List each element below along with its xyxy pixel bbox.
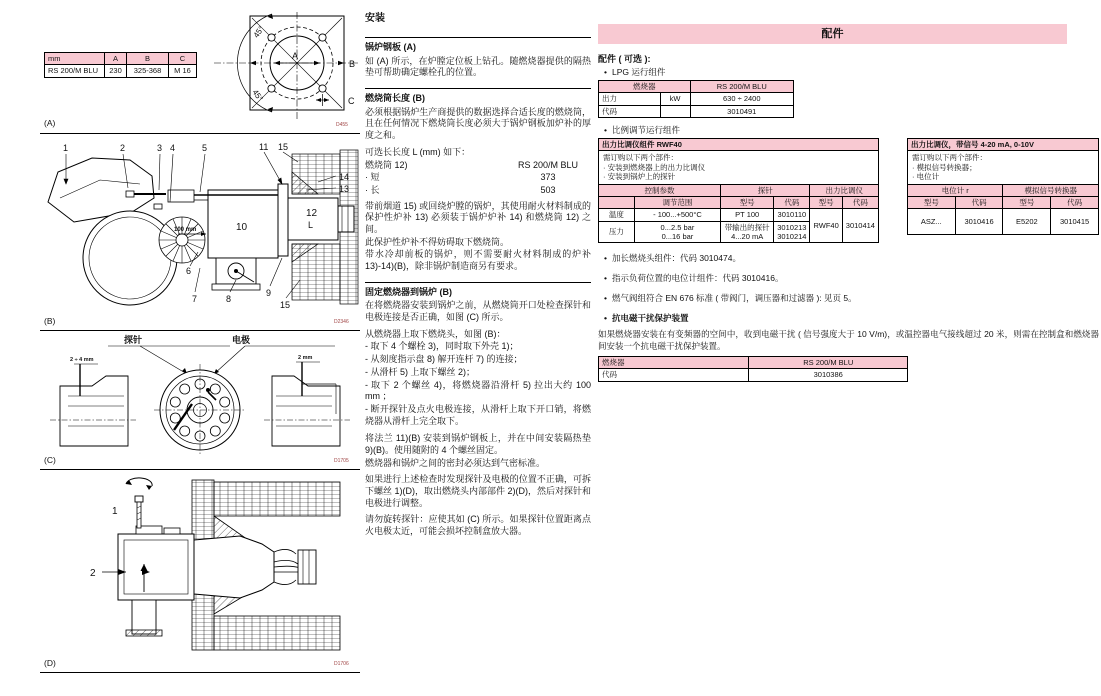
list-item: [365, 185, 591, 197]
tube-length-label: L: [308, 220, 314, 230]
lpg-kit-table: [598, 80, 794, 118]
dim-col-a: A: [105, 53, 127, 65]
callout-1: 1: [63, 143, 69, 153]
rwf40-press-label: 压力: [599, 221, 635, 243]
lpg-bullet: [604, 66, 665, 78]
callout-1: 1: [112, 506, 118, 517]
length-short-label: · 短: [365, 172, 380, 183]
figure-d-code: D1706: [334, 661, 349, 667]
figure-b-code: D2346: [334, 319, 349, 325]
reg420-note: [908, 151, 1099, 184]
section-heading: 燃烧筒长度 (B): [365, 93, 425, 104]
reg420-pot-code: 3010416: [955, 209, 1003, 235]
paragraph: 将法兰 11)(B) 安装到锅炉钢板上，并在中间安装隔热垫 9)(B)。使用随附的 4 个螺丝固定。: [365, 433, 591, 455]
paragraph: 可选长长度 L (mm) 如下：: [365, 146, 471, 157]
paragraph: 必须根据锅炉生产商提供的数据选择合适长度的燃烧筒，且在任何情况下燃烧筒长度必须大于锅炉钢板加炉补的厚度之和。: [365, 106, 591, 141]
table-row: [599, 93, 794, 105]
callout-15-bottom: 15: [280, 300, 291, 310]
electrode-label: 电极: [232, 335, 251, 345]
callout-6: 6: [186, 266, 192, 276]
rwf40-sub-reg-model: 型号: [810, 196, 842, 208]
section-boiler-plate: [365, 37, 591, 79]
rwf40-press-range: [634, 221, 720, 243]
figure-c-code: D1705: [334, 458, 349, 464]
rwf40-group-control: 控制参数: [599, 184, 721, 196]
table-row: [599, 209, 879, 221]
section-fixing-burner: [365, 282, 591, 538]
lpg-output-label: 出力: [599, 93, 661, 105]
gas-train-label: 燃气阀组符合 EN 676 标准 ( 带阀门，调压器和过滤器 ): 见页 5。: [611, 293, 857, 303]
figure-d-label: (D): [44, 658, 56, 668]
emc-code-label: 代码: [599, 369, 749, 381]
lpg-header-burner: 燃烧器: [599, 81, 691, 93]
length-long-label: · 长: [365, 184, 380, 195]
press-range-1: 0...2.5 bar: [660, 222, 695, 232]
dim-a-label: A: [292, 51, 299, 61]
press-probe-code-1: 3010213: [777, 222, 807, 232]
rwf40-regulator-code: 3010414: [842, 209, 878, 243]
rwf40-sub-blank: [599, 196, 635, 208]
rwf40-temp-probe-model: PT 100: [721, 209, 774, 221]
figure-c-label: (C): [44, 455, 56, 465]
figure-c-probe-electrode-diagram: [40, 334, 360, 456]
paragraph: 带水冷却前板的锅炉，则不需要耐火材料制成的炉补 13)-14)(B)，除非锅炉制造商另有要求。: [365, 249, 591, 271]
list-item: [365, 172, 591, 184]
head-extension-bullet: [604, 252, 741, 264]
rwf40-sub-probe-model: 型号: [721, 196, 774, 208]
callout-2: 2: [90, 568, 96, 579]
callout-13: 13: [339, 184, 350, 194]
paragraph: 请勿旋转探针：应使其如 (C) 所示。如果探针位置距离点火电极太近，可能会损坏控制盒放大器。: [365, 514, 591, 537]
lpg-header-model: RS 200/M BLU: [690, 81, 793, 93]
figure-a-code: D455: [336, 122, 348, 128]
callout-5: 5: [202, 143, 208, 153]
list-item: - 取下 2 个螺丝 4)，将燃烧器沿滑杆 5) 拉出大约 100 mm ；: [365, 379, 591, 402]
lpg-code-label: 代码: [599, 105, 661, 117]
callout-9: 9: [266, 288, 272, 298]
dim-probe-gap: 2 ÷ 4 mm: [70, 357, 94, 363]
head-extension-label: 加长燃烧头组件：代码 3010474。: [611, 253, 741, 263]
rwf40-temp-label: 温度: [599, 209, 635, 221]
paragraph: 从燃烧器上取下燃烧头，如图 (B)：: [365, 328, 506, 339]
flange-dimension-table: [44, 52, 197, 78]
press-range-2: 0...16 bar: [661, 232, 694, 241]
rwf40-sub-range: 调节范围: [634, 196, 720, 208]
rwf40-title: 出力比调仪组件 RWF40: [599, 139, 879, 151]
angle-top-label: 45°: [251, 24, 266, 40]
reg420-note-line1: 需订购以下两个部件：: [912, 153, 987, 163]
divider: [40, 330, 360, 331]
dim-a-value: 230: [105, 65, 127, 77]
callout-8: 8: [226, 294, 232, 304]
emc-kit-table: [598, 356, 908, 382]
divider: [40, 672, 360, 673]
emc-burner-label: 燃烧器: [599, 357, 749, 369]
divider: [40, 133, 360, 134]
proportional-bullet: [604, 124, 680, 136]
reg420-group-converter: 模拟信号转换器: [1003, 184, 1099, 196]
reg420-conv-code: 3010415: [1051, 209, 1099, 235]
length-list-right: RS 200/M BLU: [517, 159, 579, 170]
dim-electrode-gap: 2 mm: [298, 355, 313, 361]
paragraph: 燃烧器和锅炉之间的密封必须达到气密标准。: [365, 457, 546, 468]
dim-col-b: B: [127, 53, 169, 65]
rwf40-press-probe-code: [774, 221, 810, 243]
reg420-sub-code-1: 代码: [955, 196, 1003, 208]
gas-train-bullet: [604, 292, 857, 304]
lpg-code-unit: [660, 105, 690, 117]
emc-code-value: 3010386: [749, 369, 908, 381]
callout-11: 11: [259, 142, 269, 152]
removal-steps: [365, 341, 591, 427]
callout-14: 14: [339, 172, 350, 182]
tube-number: 12: [306, 208, 318, 219]
regulator-4-20ma-table: [907, 138, 1099, 235]
figure-d-head-section-diagram: [40, 474, 360, 656]
installation-column: [365, 12, 591, 543]
length-long-value: 503: [540, 184, 556, 195]
press-probe-model-1: 带输出的探针: [724, 222, 770, 232]
reg420-sub-model-1: 型号: [908, 196, 956, 208]
reg420-sub-code-2: 代码: [1051, 196, 1099, 208]
reg420-title: 出力比调仪，带信号 4-20 mA, 0-10V: [908, 139, 1099, 151]
callout-2: 2: [120, 143, 126, 153]
proportional-bullet-label: 比例调节运行组件: [611, 125, 680, 135]
probe-label: 探针: [124, 335, 143, 345]
figure-a-flange-diagram: [212, 10, 360, 122]
emc-bullet: [604, 312, 689, 324]
section-blast-tube-length: [365, 88, 591, 273]
callout-3: 3: [157, 143, 163, 153]
emc-heading-label: 抗电磁干扰保护装置: [611, 313, 689, 323]
list-item: - 断开探针及点火电极连接，从滑杆上取下开口销，将燃烧器从滑杆上完全取下。: [365, 403, 591, 426]
callout-4: 4: [170, 143, 176, 153]
table-row: [599, 105, 794, 117]
figure-b-burner-diagram: [40, 140, 360, 314]
length-list-left: 燃烧筒 12): [365, 159, 408, 170]
lpg-output-value: 630 ÷ 2400: [690, 93, 793, 105]
table-row: [908, 209, 1099, 235]
rwf40-temp-range: - 100...+500°C: [634, 209, 720, 221]
dim-col-c: C: [169, 53, 197, 65]
emc-paragraph: 如果燃烧器安装在有变频器的空间中，收到电磁干扰 ( 信号强度大于 10 V/m)，或温控器电气接线超过 20 米，则需在控制盒和燃烧器间安装一个抗电磁干扰保护装置。: [598, 329, 1099, 352]
reg420-conv-model: E5202: [1003, 209, 1051, 235]
section-heading: 固定燃烧器到锅炉 (B): [365, 286, 452, 297]
list-item: - 取下 4 个螺栓 3)，同时取下外壳 1)；: [365, 341, 519, 352]
lpg-output-unit: kW: [660, 93, 690, 105]
list-item: - 从滑杆 5) 上取下螺丝 2)；: [365, 366, 476, 377]
callout-15-top: 15: [278, 142, 289, 152]
rwf40-group-probe: 探针: [721, 184, 810, 196]
lpg-code-value: 3010491: [690, 105, 793, 117]
dim-c-value: M 16: [169, 65, 197, 77]
lpg-bullet-label: LPG 运行组件: [611, 67, 666, 77]
table-row: [599, 369, 908, 381]
reg420-note-line3: · 电位计: [912, 172, 940, 182]
dim-model: RS 200/M BLU: [45, 65, 105, 77]
accessories-intro: 配件 ( 可选 ):: [598, 54, 651, 64]
dim-b-label: B: [349, 59, 356, 69]
divider: [40, 469, 360, 470]
rwf40-regulator-model: RWF40: [810, 209, 842, 243]
dim-c-label: C: [348, 96, 355, 106]
table-row: [45, 65, 197, 77]
paragraph: 如 (A) 所示，在炉膛定位板上钻孔。随燃烧器提供的隔热垫可帮助确定螺栓孔的位置。: [365, 55, 591, 78]
callout-10: 10: [236, 222, 248, 233]
potentiometer-label: 指示负荷位置的电位计组件：代码 3010416。: [611, 273, 784, 283]
press-probe-model-2: 4...20 mA: [731, 232, 764, 241]
install-title: 安装: [365, 13, 385, 24]
rwf40-regulator-table: [598, 138, 879, 243]
figure-b-label: (B): [44, 316, 56, 326]
dim-100mm: 100 mm: [174, 227, 197, 233]
dim-b-value: 325-368: [127, 65, 169, 77]
figure-a-label: (A): [44, 118, 56, 128]
section-heading: 锅炉钢板 (A): [365, 42, 416, 52]
reg420-pot-model: ASZ...: [908, 209, 956, 235]
rwf40-sub-probe-code: 代码: [774, 196, 810, 208]
paragraph: 如果进行上述检查时发现探针及电极的位置不正确，可拆下螺丝 1)(D)，取出燃烧头内部部件 2)(D)，然后对探针和电极进行调整。: [365, 474, 591, 508]
press-probe-code-2: 3010214: [777, 232, 807, 241]
rwf40-note-line2: · 安装到燃烧器上的出力比调仪: [603, 162, 706, 172]
paragraph: 此保护性炉补不得妨碍取下燃烧筒。: [365, 236, 510, 247]
rwf40-note: [599, 151, 879, 184]
potentiometer-bullet: [604, 272, 783, 284]
paragraph: 带前烟道 15) 或回绕炉膛的锅炉，其使用耐火材料制成的保护性炉补 13) 必须装于锅炉炉补 14) 和燃烧筒 12) 之间。: [365, 200, 591, 234]
callout-7: 7: [192, 294, 198, 304]
reg420-sub-model-2: 型号: [1003, 196, 1051, 208]
length-short-value: 373: [540, 172, 556, 183]
rwf40-note-line1: 需订购以下两个部件：: [603, 153, 678, 163]
rwf40-press-probe-model: [721, 221, 774, 243]
rwf40-sub-reg-code: 代码: [842, 196, 878, 208]
rwf40-temp-probe-code: 3010110: [774, 209, 810, 221]
reg420-note-line2: · 模拟信号转换器；: [912, 162, 977, 172]
reg420-group-pot: 电位计 r: [908, 184, 1003, 196]
length-list-header: [365, 160, 591, 172]
emc-burner-model: RS 200/M BLU: [749, 357, 908, 369]
accessories-banner: 配件: [598, 24, 1067, 44]
paragraph: 在将燃烧器安装到锅炉之前，从燃烧筒开口处检查探针和电极连接是否正确，如图 (C) 所示。: [365, 300, 591, 323]
angle-bottom-label: 45°: [250, 87, 265, 103]
rwf40-group-regulator: 出力比调仪: [810, 184, 879, 196]
rwf40-note-line3: · 安装到锅炉上的探针: [603, 172, 676, 182]
list-item: - 从刻度指示盘 8) 解开连杆 7) 的连接；: [365, 354, 523, 365]
dim-col-mm: mm: [45, 53, 105, 65]
